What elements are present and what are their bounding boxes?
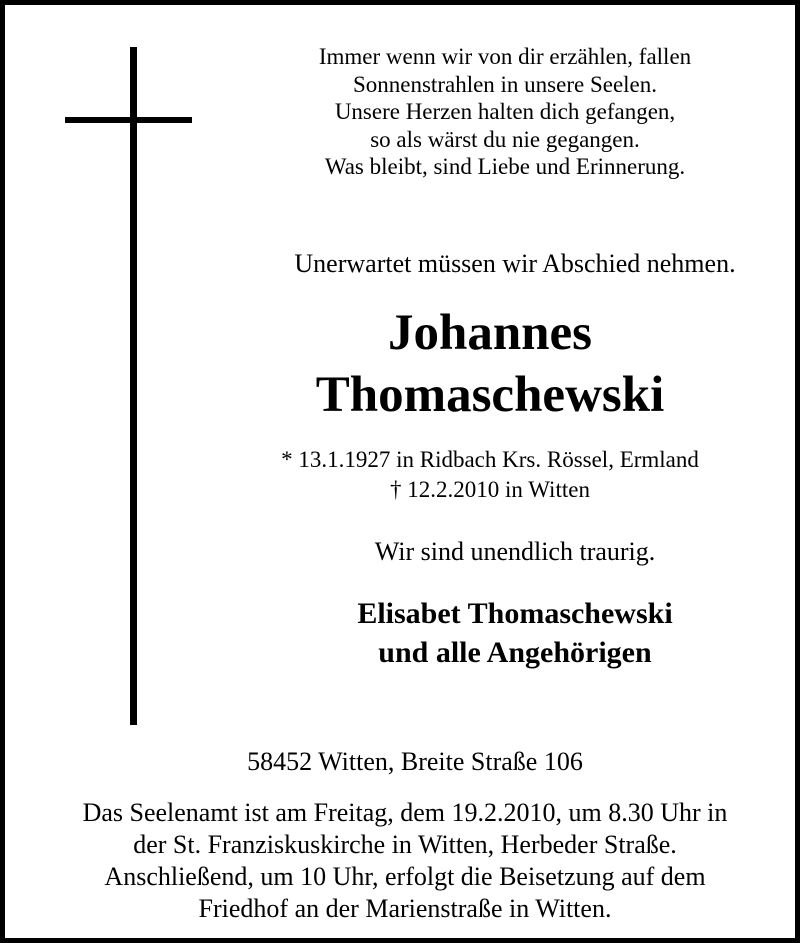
service-line: der St. Franziskuskirche in Witten, Herbeder Straße. <box>133 830 677 859</box>
service-line: Friedhof an der Marienstraße in Witten. <box>198 894 612 923</box>
family-line: Elisabet Thomaschewski <box>357 597 673 630</box>
cross-horizontal-beam <box>65 117 192 123</box>
family-line: und alle Angehörigen <box>378 636 652 669</box>
service-details <box>15 797 795 925</box>
mourning-address: 58452 Witten, Breite Straße 106 <box>247 747 583 776</box>
birth-date: * 13.1.1927 in Ridbach Krs. Rössel, Ermland <box>281 447 699 472</box>
poem-line: so als wärst du nie gegangen. <box>370 126 640 152</box>
death-date: † 12.2.2010 in Witten <box>390 477 590 502</box>
life-dates <box>220 445 760 505</box>
deceased-first-name: Johannes <box>387 305 593 361</box>
poem-line: Unsere Herzen halten dich gefangen, <box>334 99 676 124</box>
family-signature <box>235 594 795 672</box>
cross-vertical-beam <box>130 47 137 725</box>
poem-line: Immer wenn wir von dir erzählen, fallen <box>318 44 692 69</box>
deceased-last-name: Thomaschewski <box>315 367 665 423</box>
service-line: Anschließend, um 10 Uhr, erfolgt die Beisetzung auf dem <box>104 862 706 891</box>
mourning-line: Wir sind unendlich traurig. <box>374 537 656 566</box>
service-line: Das Seelenamt ist am Freitag, dem 19.2.2010, um 8.30 Uhr in <box>82 798 728 827</box>
poem-line: Was bleibt, sind Liebe und Erinnerung. <box>324 154 686 179</box>
poem-line: Sonnenstrahlen in unsere Seelen. <box>352 71 658 97</box>
farewell-intro: Unerwartet müssen wir Abschied nehmen. <box>294 249 736 278</box>
memorial-poem <box>295 43 715 181</box>
